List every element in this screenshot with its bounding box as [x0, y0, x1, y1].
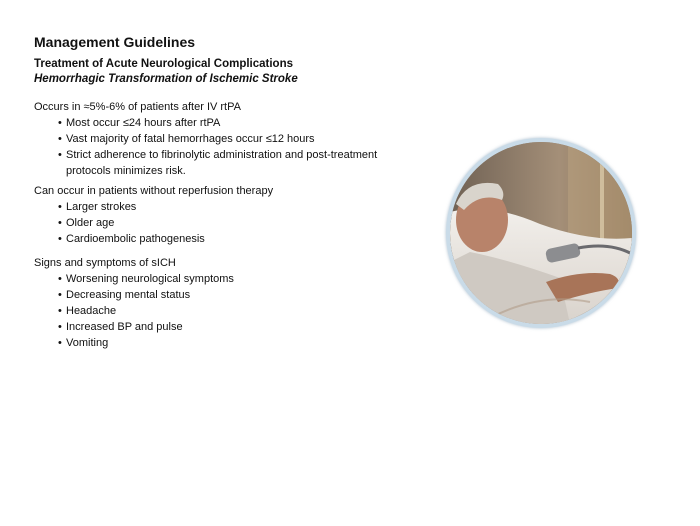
section-heading: Occurs in ≈5%-6% of patients after IV rtPA	[34, 101, 241, 113]
bullet-list	[34, 115, 414, 179]
list-item: • Strict adherence to fibrinolytic administration and post-treatment protocols minimizes risk.	[58, 147, 414, 179]
list-item: • Decreasing mental status	[58, 287, 414, 303]
section-heading: Can occur in patients without reperfusion therapy	[34, 185, 274, 197]
list-item: • Cardioembolic pathogenesis	[58, 231, 414, 247]
list-item: • Increased BP and pulse	[58, 319, 414, 335]
section-heading: Signs and symptoms of sICH	[34, 257, 176, 269]
list-item: • Older age	[58, 215, 414, 231]
list-item: • Vast majority of fatal hemorrhages occur ≤12 hours	[58, 131, 414, 147]
list-item: • Headache	[58, 303, 414, 319]
patient-in-bed-illustration	[450, 142, 632, 324]
list-item: • Larger strokes	[58, 199, 414, 215]
bullet-list	[34, 199, 414, 247]
bed-rail-post	[600, 152, 604, 242]
section-occurrence	[34, 99, 414, 179]
section-without-reperfusion	[34, 183, 414, 247]
section-subtitle: Treatment of Acute Neurological Complications	[34, 58, 294, 70]
page-title: Management Guidelines	[34, 34, 196, 50]
list-item: • Vomiting	[58, 335, 414, 351]
section-signs-symptoms	[34, 255, 414, 351]
list-item: • Most occur ≤24 hours after rtPA	[58, 115, 414, 131]
section-subtitle-italic: Hemorrhagic Transformation of Ischemic Stroke	[34, 73, 298, 85]
bullet-list	[34, 271, 414, 351]
list-item: • Worsening neurological symptoms	[58, 271, 414, 287]
patient-photo	[446, 138, 636, 328]
